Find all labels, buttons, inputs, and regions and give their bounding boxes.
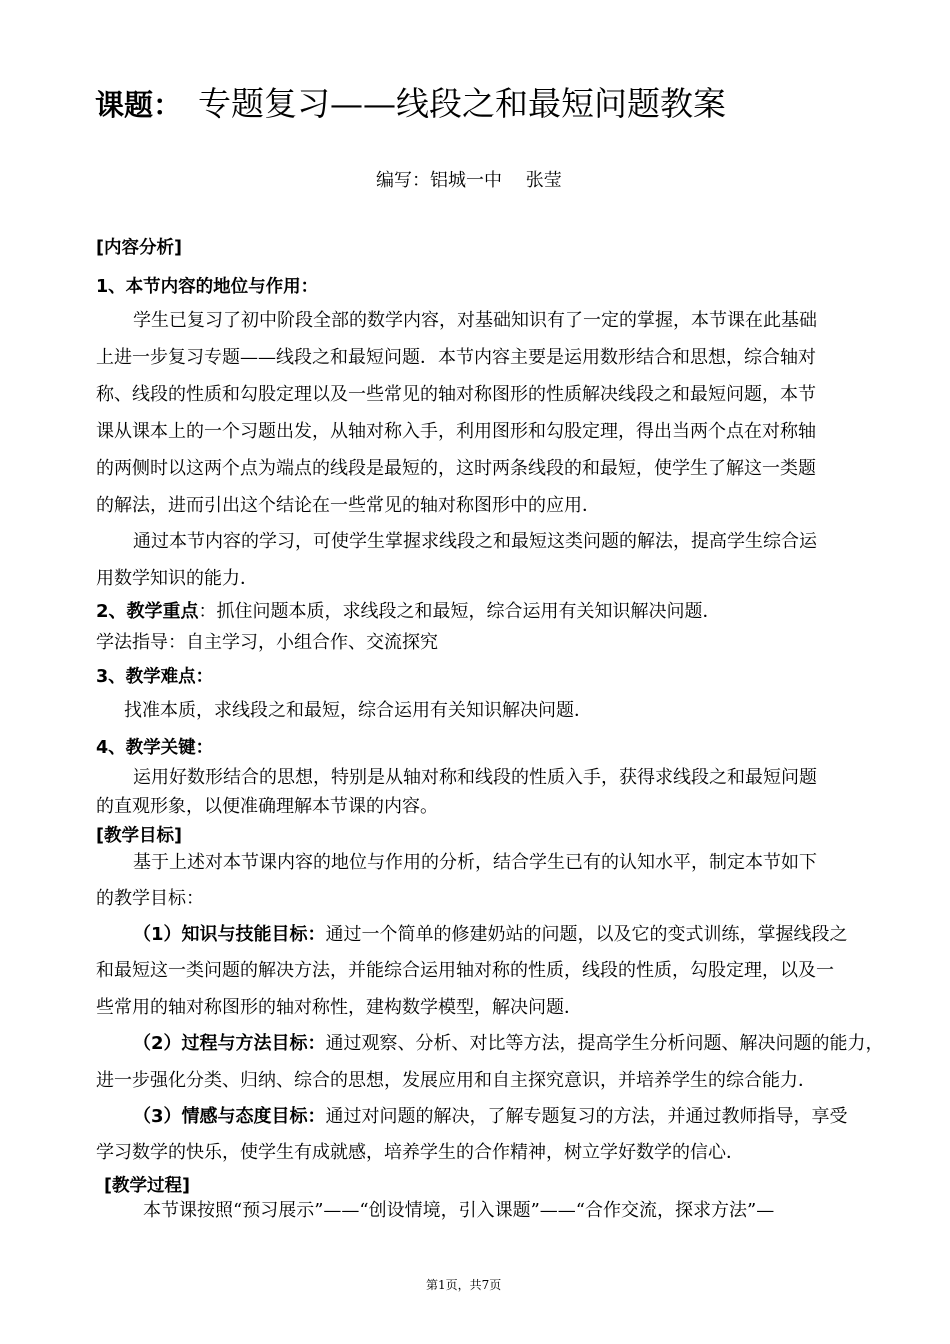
page-footer: 第1页，共7页: [426, 1278, 502, 1292]
goal-1-text: 通过一个简单的修建奶站的问题，以及它的变式训练，掌握线段之: [325, 924, 848, 945]
title-text: 专题复习——线段之和最短问题教案: [198, 84, 727, 123]
paragraph-line: 课从课本上的一个习题出发，从轴对称入手，利用图形和勾股定理，得出当两个点在对称轴: [96, 421, 816, 442]
paragraph-line: 通过本节内容的学习，可使学生掌握求线段之和最短这类问题的解法，提高学生综合运: [133, 531, 817, 552]
paragraph-line: 和最短这一类问题的解决方法，并能综合运用轴对称的性质，线段的性质，勾股定理，以及一: [96, 960, 834, 981]
paragraph-line: 称、线段的性质和勾股定理以及一些常见的轴对称图形的性质解决线段之和最短问题，本节: [96, 384, 816, 405]
paragraph-line: 些常用的轴对称图形的轴对称性，建构数学模型，解决问题．: [96, 997, 582, 1018]
section-2-text: ：抓住问题本质，求线段之和最短，综合运用有关知识解决问题．: [198, 601, 721, 622]
paragraph-line: 运用好数形结合的思想，特别是从轴对称和线段的性质入手，获得求线段之和最短问题: [133, 767, 817, 788]
author-line: 编写：铝城一中 张莹: [376, 170, 562, 191]
paragraph-line: 进一步强化分类、归纳、综合的思想，发展应用和自主探究意识，并培养学生的综合能力．: [96, 1070, 816, 1091]
goal-3-line: [133, 1102, 848, 1128]
paragraph-line: 本节课按照“预习展示”——“创设情境，引入课题”——“合作交流，探求方法”—: [143, 1200, 775, 1221]
paragraph-line: 用数学知识的能力．: [96, 568, 258, 589]
content-analysis-heading: [内容分析]: [96, 238, 182, 258]
section-2-line: [96, 597, 721, 623]
paragraph-line: 学习数学的快乐，使学生有成就感，培养学生的合作精神，树立学好数学的信心．: [96, 1142, 744, 1163]
section-3-heading: 3、教学难点：: [96, 667, 214, 687]
paragraph-line: 的教学目标：: [96, 888, 204, 909]
goals-heading: [教学目标]: [96, 826, 182, 846]
goal-1-line: [133, 920, 848, 946]
paragraph-line: 上进一步复习专题——线段之和最短问题．本节内容主要是运用数形结合和思想，综合轴对: [96, 347, 816, 368]
paragraph-line: 基于上述对本节课内容的地位与作用的分析，结合学生已有的认知水平，制定本节如下: [133, 852, 817, 873]
goal-3-label: （3）情感与态度目标：: [133, 1106, 326, 1127]
section-2-heading: 2、教学重点: [96, 601, 199, 622]
title-label: 课题：: [95, 88, 183, 122]
section-1-heading: 1、本节内容的地位与作用：: [96, 277, 319, 297]
study-method: 学法指导：自主学习，小组合作、交流探究: [96, 632, 438, 653]
goal-3-text: 通过对问题的解决，了解专题复习的方法，并通过教师指导，享受: [325, 1106, 848, 1127]
section-4-heading: 4、教学关键：: [96, 738, 214, 758]
paragraph-line: 的直观形象，以便准确理解本节课的内容。: [96, 796, 438, 817]
goal-2-label: （2）过程与方法目标：: [133, 1033, 326, 1054]
paragraph-line: 的解法，进而引出这个结论在一些常见的轴对称图形中的应用．: [96, 495, 600, 516]
section-3-text: 找准本质，求线段之和最短，综合运用有关知识解决问题．: [124, 700, 592, 721]
process-heading: [教学过程]: [104, 1176, 190, 1196]
page-title: [95, 78, 726, 126]
paragraph-line: 学生已复习了初中阶段全部的数学内容，对基础知识有了一定的掌握，本节课在此基础: [133, 310, 817, 331]
paragraph-line: 的两侧时以这两个点为端点的线段是最短的，这时两条线段的和最短，使学生了解这一类题: [96, 458, 816, 479]
goal-2-line: [133, 1029, 884, 1055]
goal-2-text: 通过观察、分析、对比等方法，提高学生分析问题、解决问题的能力，: [325, 1033, 884, 1054]
goal-1-label: （1）知识与技能目标：: [133, 924, 326, 945]
